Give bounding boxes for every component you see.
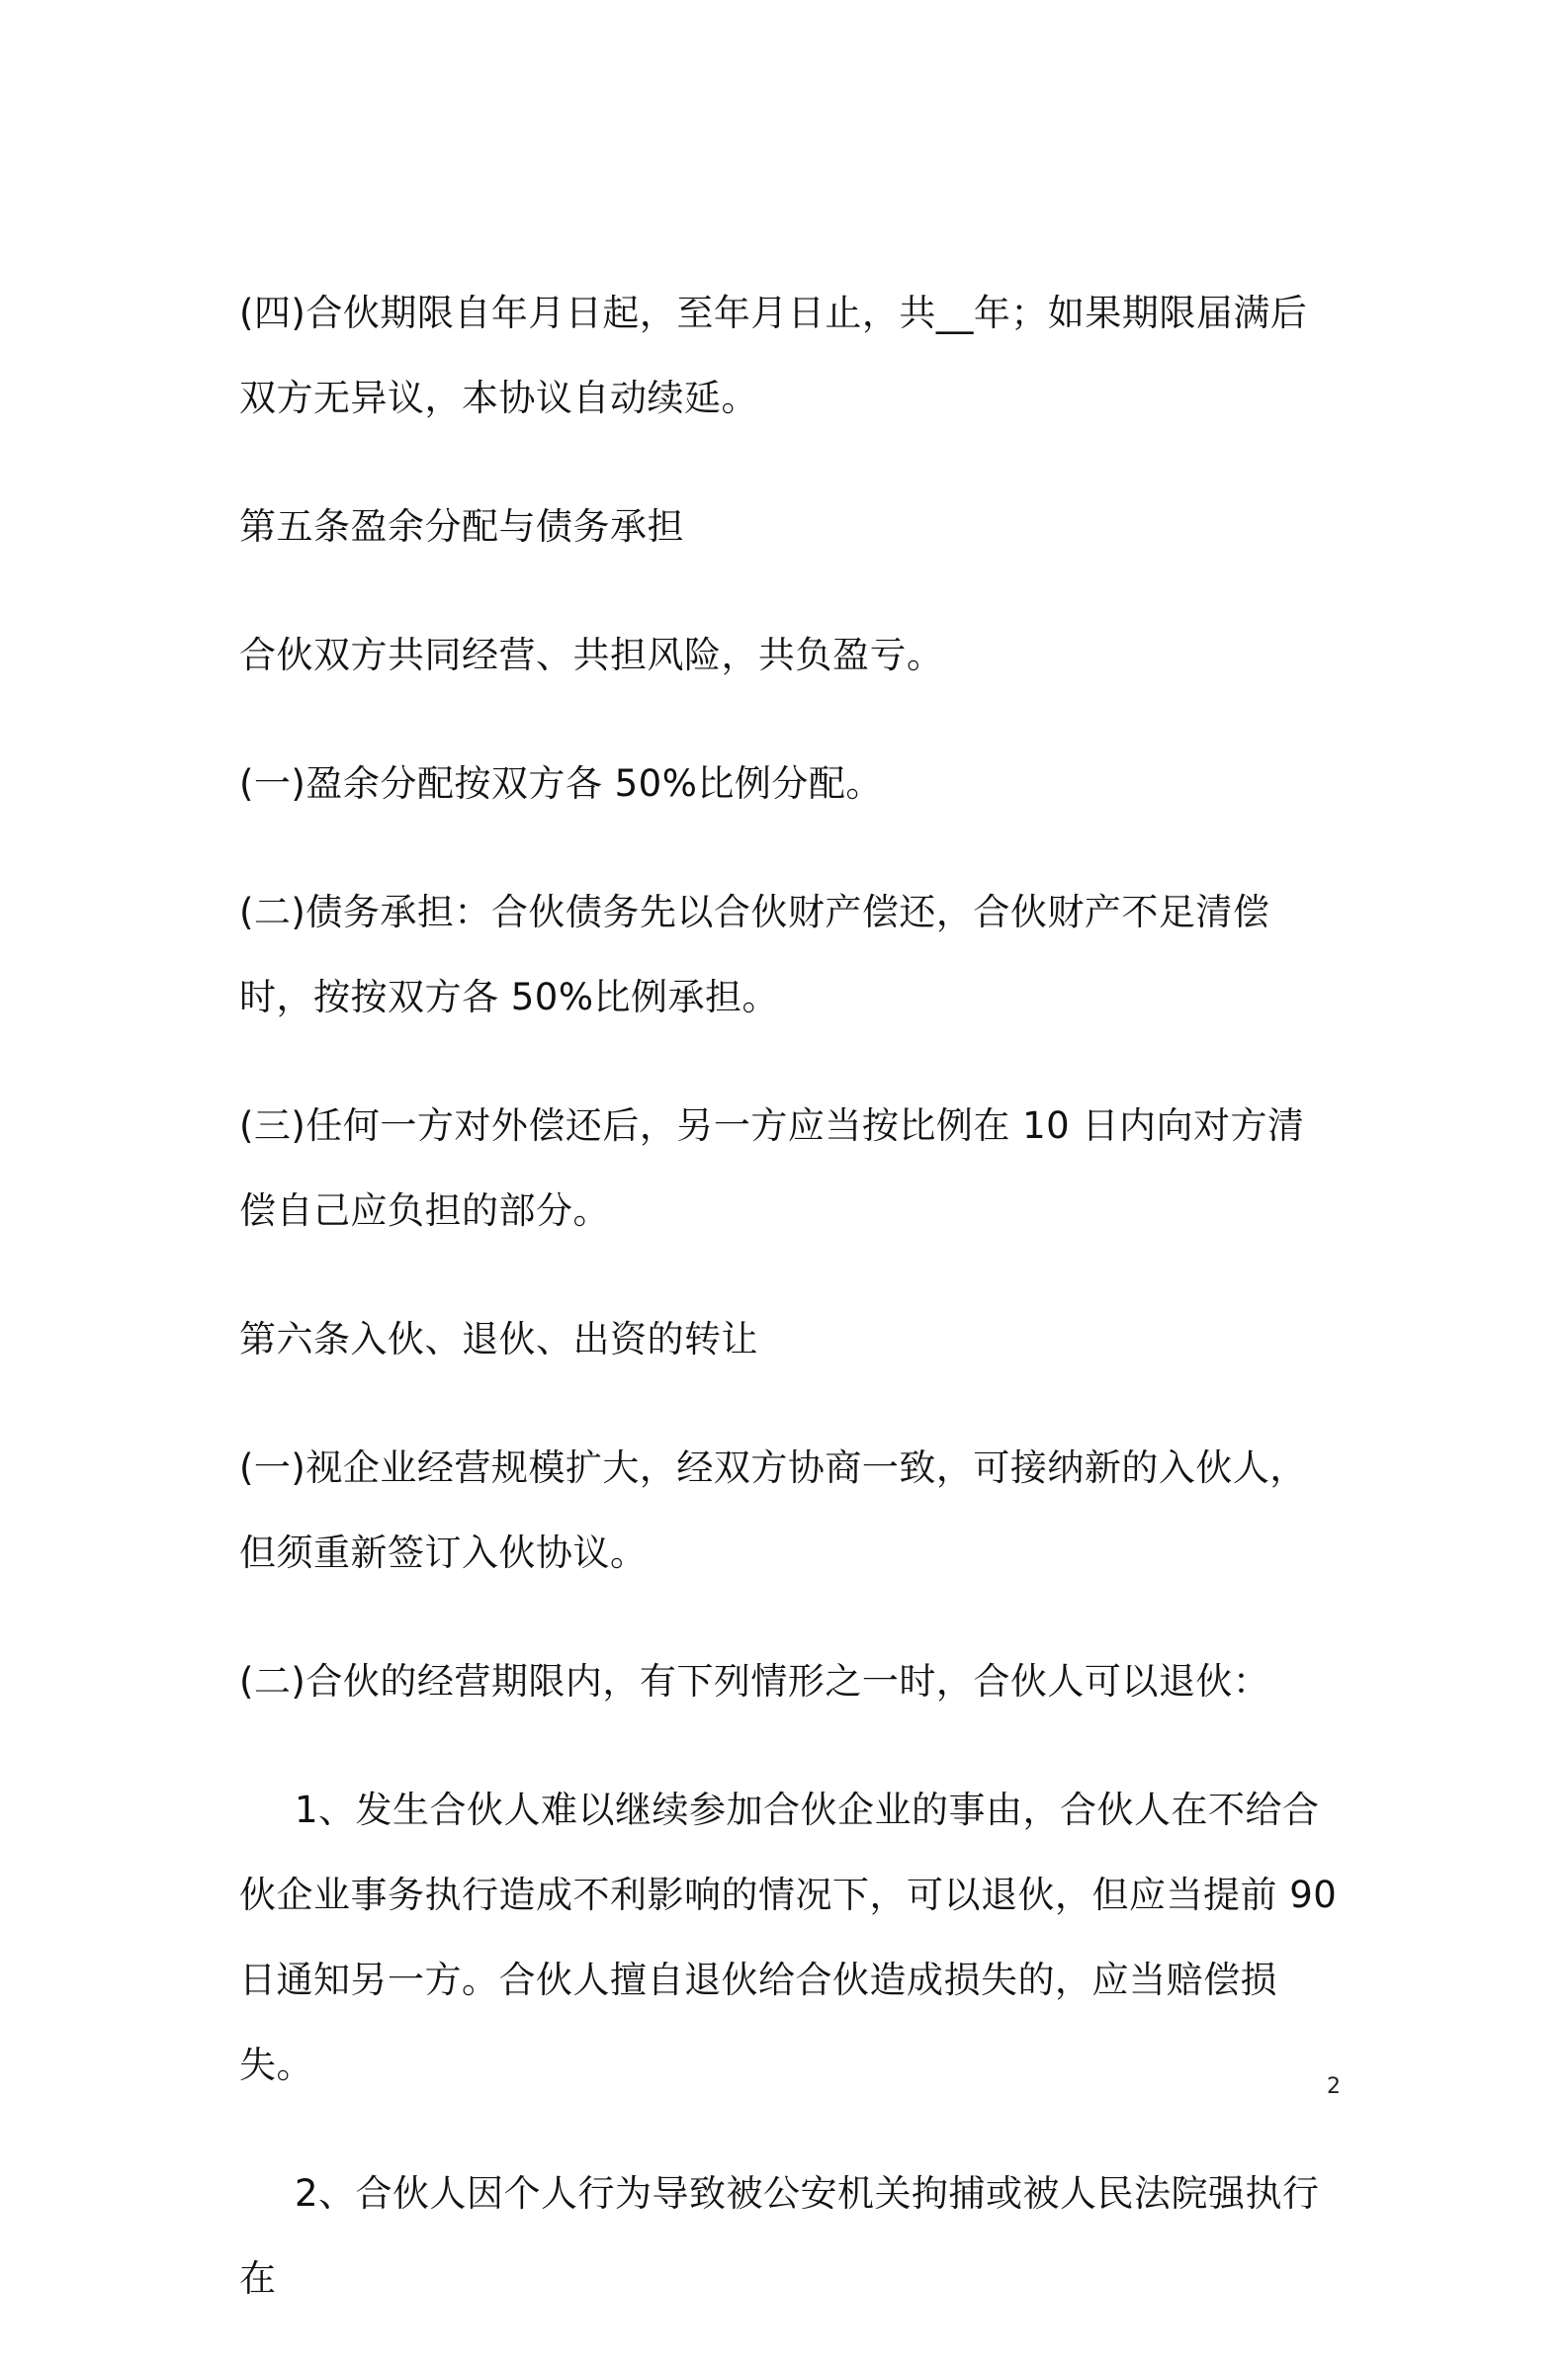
paragraph-profit-distribution: (一)盈余分配按双方各 50%比例分配。: [239, 762, 883, 805]
paragraph-withdrawal-conditions: (二)合伙的经营期限内，有下列情形之一时，合伙人可以退伙：: [239, 1660, 1270, 1703]
heading-article-6: 第六条入伙、退伙、出资的转让: [239, 1318, 758, 1360]
paragraph-repayment: (三)任何一方对外偿还后，另一方应当按比例在 10 日内向对方清偿自己应负担的部分。: [239, 1104, 1305, 1232]
paragraph-withdrawal-item-2: 2、合伙人因个人行为导致被公安机关拘捕或被人民法院强执行在: [239, 2172, 1320, 2300]
document-body: [239, 271, 1341, 2365]
paragraph-withdrawal-item-1: 1、发生合伙人难以继续参加合伙企业的事由，合伙人在不给合伙企业事务执行造成不利影响的情况下，可以退伙，但应当提前 90 日通知另一方。合伙人擅自退伙给合伙造成损失的，应当赔偿损失。: [239, 1789, 1338, 2086]
heading-article-5: 第五条盈余分配与债务承担: [239, 505, 684, 548]
paragraph-shared-risk: 合伙双方共同经营、共担风险，共负盈亏。: [239, 634, 944, 676]
paragraph-debt-bearing: (二)债务承担：合伙债务先以合伙财产偿还，合伙财产不足清偿时，按按双方各 50%比例承担。: [239, 891, 1270, 1018]
paragraph-new-partner: (一)视企业经营规模扩大，经双方协商一致，可接纳新的入伙人，但须重新签订入伙协议。: [239, 1446, 1307, 1574]
page-number: 2: [1327, 2074, 1341, 2099]
paragraph-term-period: (四)合伙期限自年月日起，至年月日止，共__年；如果期限届满后双方无异议，本协议自动续延。: [239, 292, 1308, 419]
